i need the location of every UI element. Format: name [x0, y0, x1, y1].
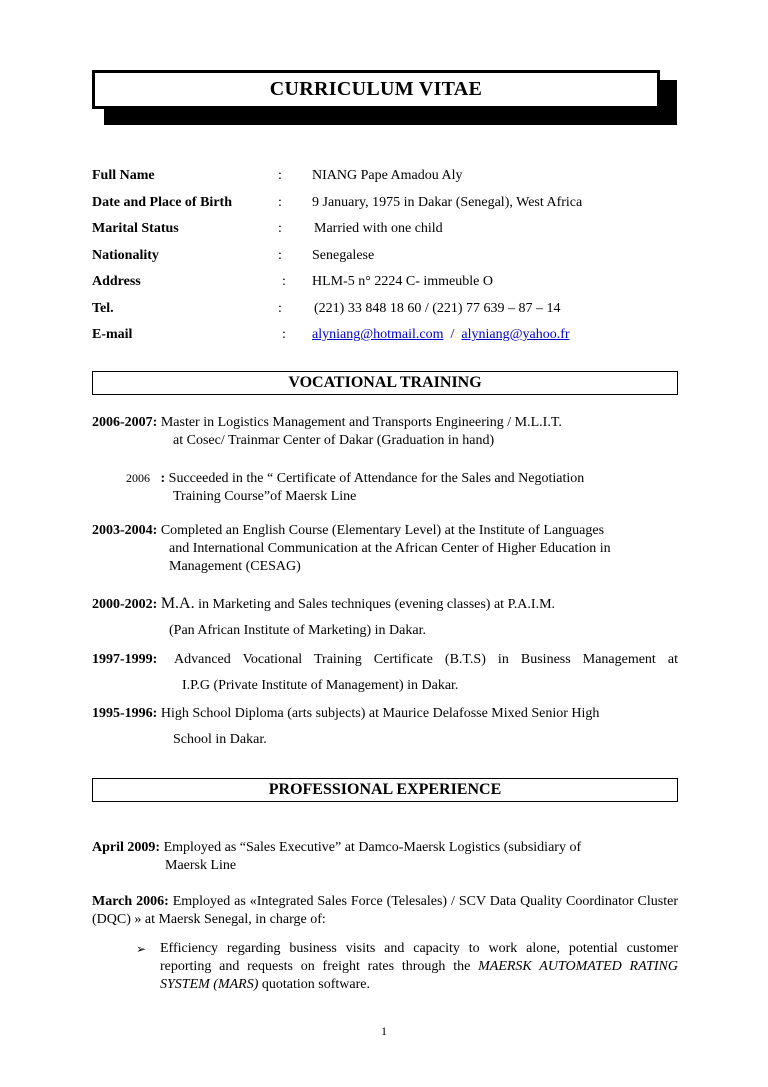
entry-text: Management (CESAG) — [169, 559, 301, 574]
entry-year: 2003-2004: — [92, 523, 158, 538]
info-value — [312, 327, 570, 343]
entry-year: 1995-1996: — [92, 706, 158, 721]
info-separator: : — [282, 327, 286, 342]
page-title: CURRICULUM VITAE — [269, 78, 483, 100]
bullet-text-main: Efficiency regarding business visits and capacity to work alone, potential customer reporting and requests on freight rates through the — [160, 941, 678, 974]
bullet-text-tail: quotation software. — [261, 977, 370, 992]
info-label: Tel. — [92, 300, 114, 316]
info-row-tel — [92, 301, 682, 328]
entry-text: Employed as “Sales Executive” at Damco-Maersk Logistics (subsidiary of — [163, 840, 582, 855]
bullet-text — [160, 940, 678, 994]
info-value: Married with one child — [314, 221, 443, 236]
entry-text: Employed as «Integrated Sales Force (Telesales) / SCV Data Quality Coordinator Cluster (DQC) » at Maersk Senegal, in charge of: — [92, 894, 678, 927]
info-label: Address — [92, 274, 141, 289]
entry-text: Maersk Line — [165, 858, 237, 873]
info-separator: : — [278, 300, 282, 316]
info-row-birth — [92, 195, 682, 222]
entry-text: (Pan African Institute of Marketing) in Dakar. — [169, 623, 426, 638]
entry-year: 1997-1999: — [92, 652, 158, 667]
entry-text: Completed an English Course (Elementary Level) at the Institute of Languages — [160, 523, 605, 538]
info-label: Nationality — [92, 247, 159, 263]
training-entry — [92, 414, 678, 450]
email-link-yahoo[interactable]: alyniang@yahoo.fr — [461, 327, 570, 342]
entry-text: School in Dakar. — [173, 732, 267, 747]
entry-degree: M.A. — [160, 595, 195, 612]
entry-text: and International Communication at the African Center of Higher Education in — [169, 541, 611, 556]
info-row-nationality — [92, 248, 682, 275]
arrow-bullet-icon: ➢ — [136, 942, 147, 956]
entry-year: 2006-2007: — [92, 415, 158, 430]
bullet-text-italic: MAERSK AUTOMATED RATING SYSTEM (MARS) — [160, 959, 679, 992]
experience-entry — [92, 839, 678, 875]
info-value: (221) 33 848 18 60 / (221) 77 639 – 87 – 14 — [314, 300, 561, 316]
entry-date: April 2009: — [92, 840, 161, 855]
training-entry — [92, 705, 678, 749]
email-link-hotmail[interactable]: alyniang@hotmail.com — [312, 327, 444, 342]
info-value: Senegalese — [312, 247, 375, 263]
title-box — [92, 70, 660, 109]
email-divider: / — [450, 327, 455, 342]
info-label: E-mail — [92, 327, 133, 342]
entry-text: Master in Logistics Management and Transports Engineering / M.L.I.T. — [160, 415, 562, 430]
info-separator: : — [282, 274, 286, 289]
info-separator: : — [278, 221, 282, 236]
info-row-marital — [92, 221, 682, 248]
section-title: PROFESSIONAL EXPERIENCE — [268, 781, 502, 798]
info-row-address — [92, 274, 682, 301]
entry-year: 2000-2002: — [92, 597, 158, 612]
section-header-vocational — [92, 371, 678, 395]
entry-text: Training Course”of Maersk Line — [173, 489, 357, 504]
info-value: 9 January, 1975 in Dakar (Senegal), West Africa — [312, 194, 583, 210]
info-label: Marital Status — [92, 221, 179, 236]
training-entry — [92, 522, 678, 576]
entry-text: High School Diploma (arts subjects) at Maurice Delafosse Mixed Senior High — [160, 706, 600, 721]
section-header-professional — [92, 778, 678, 802]
experience-entry — [92, 893, 678, 929]
entry-text: Succeeded in the “ Certificate of Attendance for the Sales and Negotiation — [168, 471, 585, 486]
entry-text: I.P.G (Private Institute of Management) in Dakar. — [182, 678, 459, 693]
info-separator: : — [278, 194, 282, 210]
training-entry — [126, 469, 678, 506]
info-value: HLM-5 n° 2224 C- immeuble O — [312, 274, 493, 289]
entry-text: at Cosec/ Trainmar Center of Dakar (Graduation in hand) — [173, 433, 495, 448]
entry-colon: : — [160, 471, 166, 486]
training-entry — [92, 651, 678, 695]
info-value: NIANG Pape Amadou Aly — [312, 168, 463, 183]
info-row-email — [92, 327, 682, 354]
info-label: Date and Place of Birth — [92, 194, 232, 210]
info-row-full-name — [92, 168, 682, 195]
info-separator: : — [278, 168, 282, 183]
entry-date: March 2006: — [92, 894, 169, 909]
entry-year: 2006 — [126, 471, 150, 485]
page-number: 1 — [381, 1024, 387, 1038]
entry-text: Advanced Vocational Training Certificate (B.T.S) in Business Management at — [174, 652, 678, 667]
personal-info — [92, 168, 682, 354]
entry-text: in Marketing and Sales techniques (evening classes) at P.A.I.M. — [198, 597, 556, 612]
info-label: Full Name — [92, 168, 155, 183]
info-separator: : — [278, 247, 282, 263]
section-title: VOCATIONAL TRAINING — [288, 374, 482, 391]
training-entry — [92, 595, 678, 640]
